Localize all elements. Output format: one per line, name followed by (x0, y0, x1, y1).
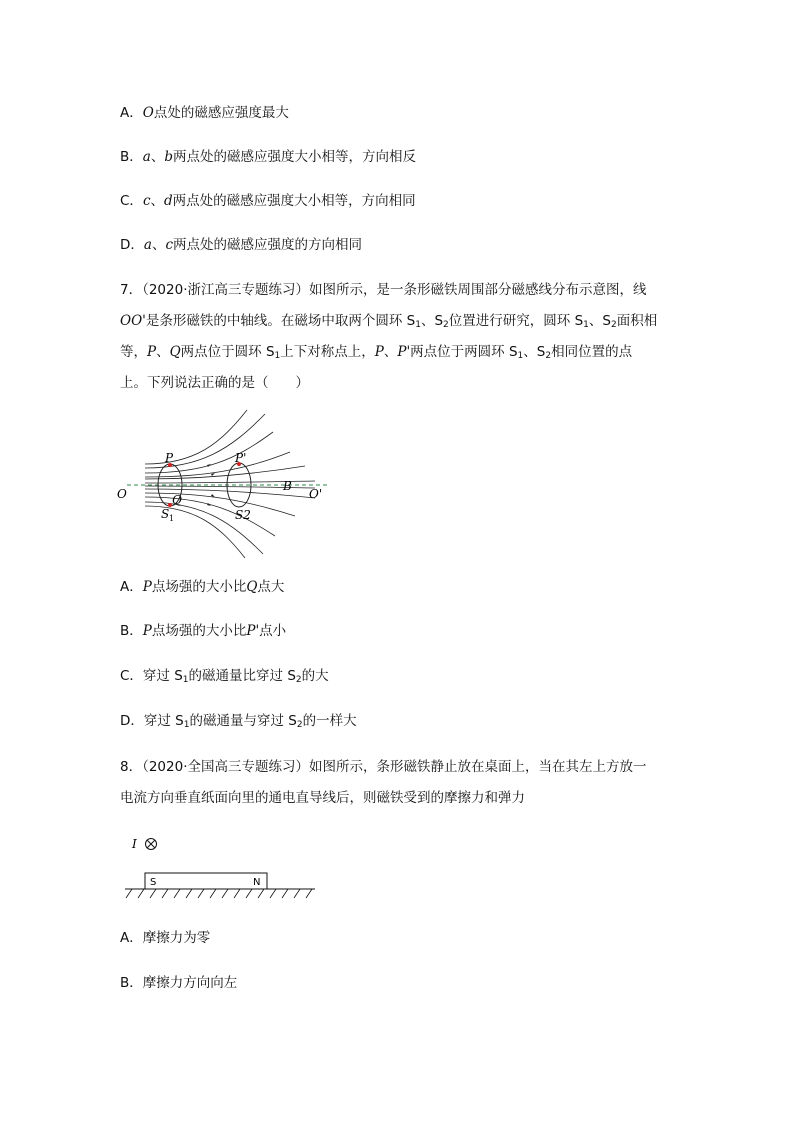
q8-stem-line-2: 电流方向垂直纸面向里的通电直导线后，则磁铁受到的摩擦力和弹力 (120, 790, 525, 806)
q8-stem-line-1: 8．（2020·全国高三专题练习）如图所示，条形磁铁静止放在桌面上，当在其左上方放一 (120, 759, 647, 775)
label-o: O (117, 487, 127, 501)
q7-option-c: C．穿过 $S_1$的磁通量比穿过 $S_2$的大 (120, 668, 329, 685)
label-p: P (165, 451, 174, 465)
q7-stem-line-1: 7．（2020·浙江高三专题练习）如图所示，是一条形磁铁周围部分磁感线分布示意图，线 (120, 282, 647, 298)
label-b: B (283, 479, 292, 493)
q6-option-d: D．a、c两点处的磁感应强度的方向相同 (120, 237, 363, 253)
label-s1: S (161, 507, 170, 521)
label-o-prime: O' (309, 487, 323, 501)
q7-option-a: A．P点场强的大小比Q点大 (120, 579, 285, 595)
wire-into-page-icon (146, 839, 157, 850)
q6-option-a: A．O点处的磁感应强度最大 (120, 105, 289, 121)
q7-option-d: D．穿过 $S_1$的磁通量与穿过 $S_2$的一样大 (120, 713, 357, 730)
bar-magnet-figure (120, 832, 320, 902)
q8-option-b: B．摩擦力方向向左 (120, 975, 238, 991)
q7-stem-line-4: 上。下列说法正确的是（ ） (120, 375, 309, 391)
label-s-pole: S (150, 877, 157, 888)
label-p-prime: P' (235, 451, 247, 465)
q6-option-c: C．c、d两点处的磁感应强度大小相等，方向相同 (120, 193, 416, 209)
q7-option-b: B．P点场强的大小比P'点小 (120, 623, 287, 639)
q6-option-b: B．a、b两点处的磁感应强度大小相等，方向相反 (120, 149, 416, 165)
magnetic-field-figure (115, 408, 330, 560)
q7-stem-line-2: OO'是条形磁铁的中轴线。在磁场中取两个圆环 $S_1$、$S_2$位置进行研究，圆环 $S_1$、$S_2$面积相 (120, 313, 658, 330)
label-s2: S2 (235, 508, 251, 522)
label-q: Q (172, 493, 182, 507)
q7-stem-line-3: 等，P、Q两点位于圆环 $S_1$上下对称点上，P、P'两点位于两圆环 $S_1$、$S_2$相同位置的点 (120, 344, 633, 361)
table-hatching (126, 889, 312, 898)
label-s1-sub: 1 (169, 514, 175, 523)
label-current-i: I (132, 837, 137, 851)
bar-magnet (145, 873, 267, 889)
label-n-pole: N (253, 877, 261, 888)
q8-option-a: A．摩擦力为零 (120, 930, 211, 946)
